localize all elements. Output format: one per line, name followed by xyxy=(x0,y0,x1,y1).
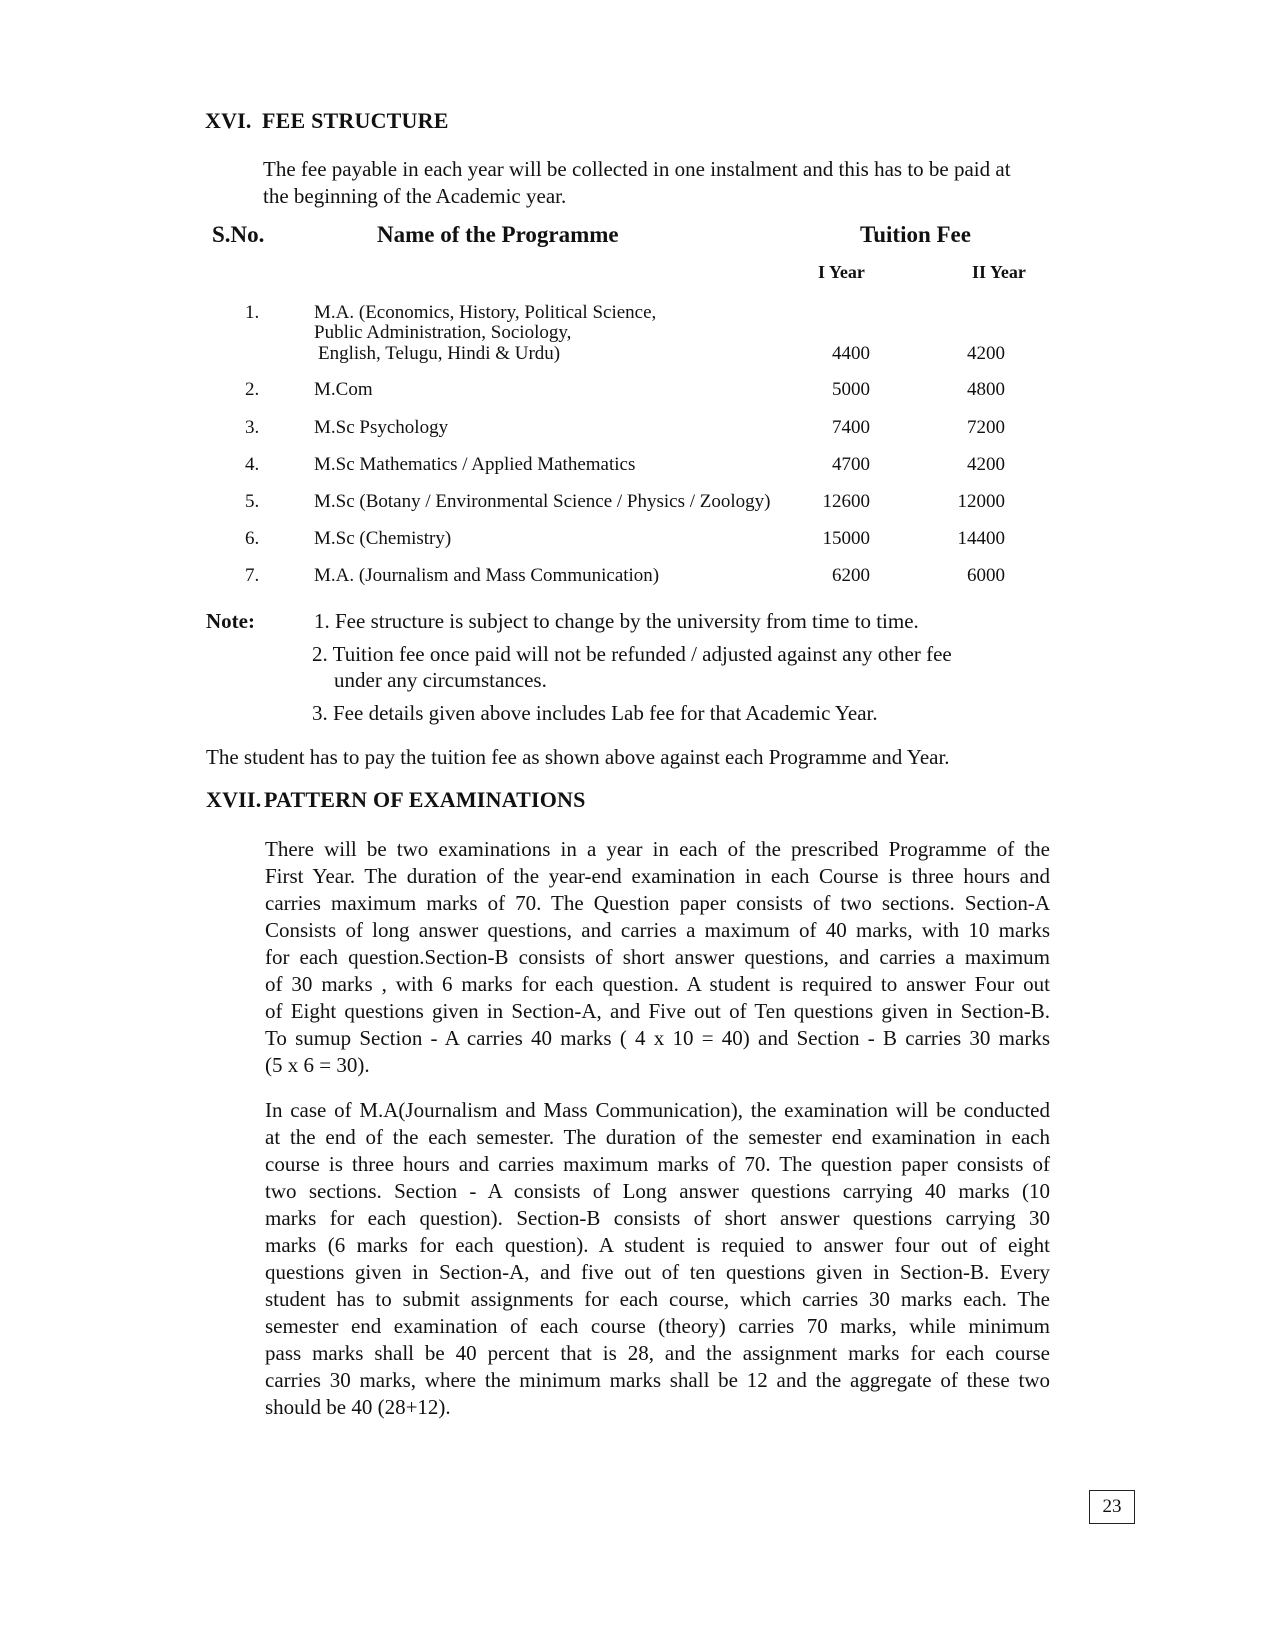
row-2-sno: 2. xyxy=(245,379,260,400)
row-6-year-1-fee: 15000 xyxy=(822,528,870,549)
page-number: 23 xyxy=(1089,1490,1135,1524)
row-7-sno: 7. xyxy=(245,565,260,586)
row-3-year-1-fee: 7400 xyxy=(832,417,870,438)
row-4-sno: 4. xyxy=(245,454,260,475)
paragraph-2-line: at the end of the each semester. The duration of the semester end examination in each xyxy=(265,1125,1050,1149)
section-16-number: XVI. xyxy=(205,108,252,133)
paragraph-1-line: carries maximum marks of 70. The Question paper consists of two sections. Section-A xyxy=(265,891,1050,915)
paragraph-1-line: To sumup Section - A carries 40 marks ( 4 x 10 = 40) and Section - B carries 30 marks xyxy=(265,1026,1050,1050)
row-1-name-line-1: M.A. (Economics, History, Political Science, xyxy=(314,302,657,323)
row-6-name: M.Sc (Chemistry) xyxy=(314,528,452,549)
col-header-year-2: II Year xyxy=(972,262,1026,282)
exam-pattern-paragraph-2 xyxy=(265,1097,1050,1421)
row-5-year-1-fee: 12600 xyxy=(822,491,870,512)
row-4-year-1-fee: 4700 xyxy=(832,454,870,475)
row-3-year-2-fee: 7200 xyxy=(967,417,1005,438)
col-header-programme: Name of the Programme xyxy=(377,222,619,247)
student-fee-statement: The student has to pay the tuition fee as shown above against each Programme and Year. xyxy=(206,745,950,769)
paragraph-2-line: questions given in Section-A, and five out of ten questions given in Section-B. Every xyxy=(265,1260,1050,1284)
row-4-name: M.Sc Mathematics / Applied Mathematics xyxy=(314,454,636,475)
exam-pattern-paragraph-1 xyxy=(265,836,1050,1079)
fee-intro-line-2: the beginning of the Academic year. xyxy=(263,184,567,208)
paragraph-2-line: course is three hours and carries maximum marks of 70. The question paper consists of xyxy=(265,1152,1050,1176)
row-5-name: M.Sc (Botany / Environmental Science / Physics / Zoology) xyxy=(314,491,771,512)
row-1-name-line-2: Public Administration, Sociology, xyxy=(314,322,572,343)
paragraph-2-line: two sections. Section - A consists of Long answer questions carrying 40 marks (10 xyxy=(265,1179,1050,1203)
paragraph-2-line: marks for each question). Section-B consists of short answer questions carrying 30 xyxy=(265,1206,1050,1230)
paragraph-2-line: semester end examination of each course (theory) carries 70 marks, while minimum xyxy=(265,1314,1050,1338)
paragraph-1-line: of 30 marks , with 6 marks for each question. A student is required to answer Four out xyxy=(265,972,1050,996)
section-17-number: XVII. xyxy=(206,787,262,812)
note-2-line-1: 2. Tuition fee once paid will not be refunded / adjusted against any other fee xyxy=(312,642,952,666)
row-1-name-line-3: English, Telugu, Hindi & Urdu) xyxy=(318,343,561,364)
col-header-year-1: I Year xyxy=(818,262,865,282)
row-1-year-1-fee: 4400 xyxy=(832,343,870,364)
note-label: Note: xyxy=(206,609,255,633)
row-6-sno: 6. xyxy=(245,528,260,549)
paragraph-1-line: Consists of long answer questions, and carries a maximum of 40 marks, with 10 marks xyxy=(265,918,1050,942)
paragraph-2-line: student has to submit assignments for each course, which carries 30 marks each. The xyxy=(265,1287,1050,1311)
fee-intro-line-1: The fee payable in each year will be collected in one instalment and this has to be paid at xyxy=(263,157,1011,181)
section-17-title: PATTERN OF EXAMINATIONS xyxy=(264,787,586,812)
row-7-year-2-fee: 6000 xyxy=(967,565,1005,586)
row-5-sno: 5. xyxy=(245,491,260,512)
note-1: 1. Fee structure is subject to change by the university from time to time. xyxy=(314,609,919,633)
row-7-year-1-fee: 6200 xyxy=(832,565,870,586)
paragraph-1-line: for each question.Section-B consists of short answer questions, and carries a maximum xyxy=(265,945,1050,969)
paragraph-1-line: (5 x 6 = 30). xyxy=(265,1053,370,1077)
paragraph-2-line: In case of M.A(Journalism and Mass Communication), the examination will be conducted xyxy=(265,1098,1050,1122)
row-7-name: M.A. (Journalism and Mass Communication) xyxy=(314,565,660,586)
paragraph-1-line: First Year. The duration of the year-end examination in each Course is three hours and xyxy=(265,864,1050,888)
row-2-year-1-fee: 5000 xyxy=(832,379,870,400)
note-2-line-2: under any circumstances. xyxy=(334,668,547,692)
paragraph-2-line: carries 30 marks, where the minimum marks shall be 12 and the aggregate of these two xyxy=(265,1368,1050,1392)
note-3: 3. Fee details given above includes Lab fee for that Academic Year. xyxy=(312,701,878,725)
paragraph-2-line: should be 40 (28+12). xyxy=(265,1395,451,1419)
row-3-name: M.Sc Psychology xyxy=(314,417,449,438)
row-5-year-2-fee: 12000 xyxy=(957,491,1005,512)
paragraph-2-line: pass marks shall be 40 percent that is 28, and the assignment marks for each course xyxy=(265,1341,1050,1365)
col-header-tuition-fee: Tuition Fee xyxy=(860,222,971,247)
row-1-sno: 1. xyxy=(245,302,260,323)
row-3-sno: 3. xyxy=(245,417,260,438)
row-1-year-2-fee: 4200 xyxy=(967,343,1005,364)
row-4-year-2-fee: 4200 xyxy=(967,454,1005,475)
col-header-sno: S.No. xyxy=(212,222,265,247)
section-16-title: FEE STRUCTURE xyxy=(262,108,449,133)
paragraph-2-line: marks (6 marks for each question). A student is requied to answer four out of eight xyxy=(265,1233,1050,1257)
row-6-year-2-fee: 14400 xyxy=(957,528,1005,549)
paragraph-1-line: of Eight questions given in Section-A, and Five out of Ten questions given in Section-B. xyxy=(265,999,1050,1023)
row-2-name: M.Com xyxy=(314,379,373,400)
paragraph-1-line: There will be two examinations in a year in each of the prescribed Programme of the xyxy=(265,837,1050,861)
row-2-year-2-fee: 4800 xyxy=(967,379,1005,400)
